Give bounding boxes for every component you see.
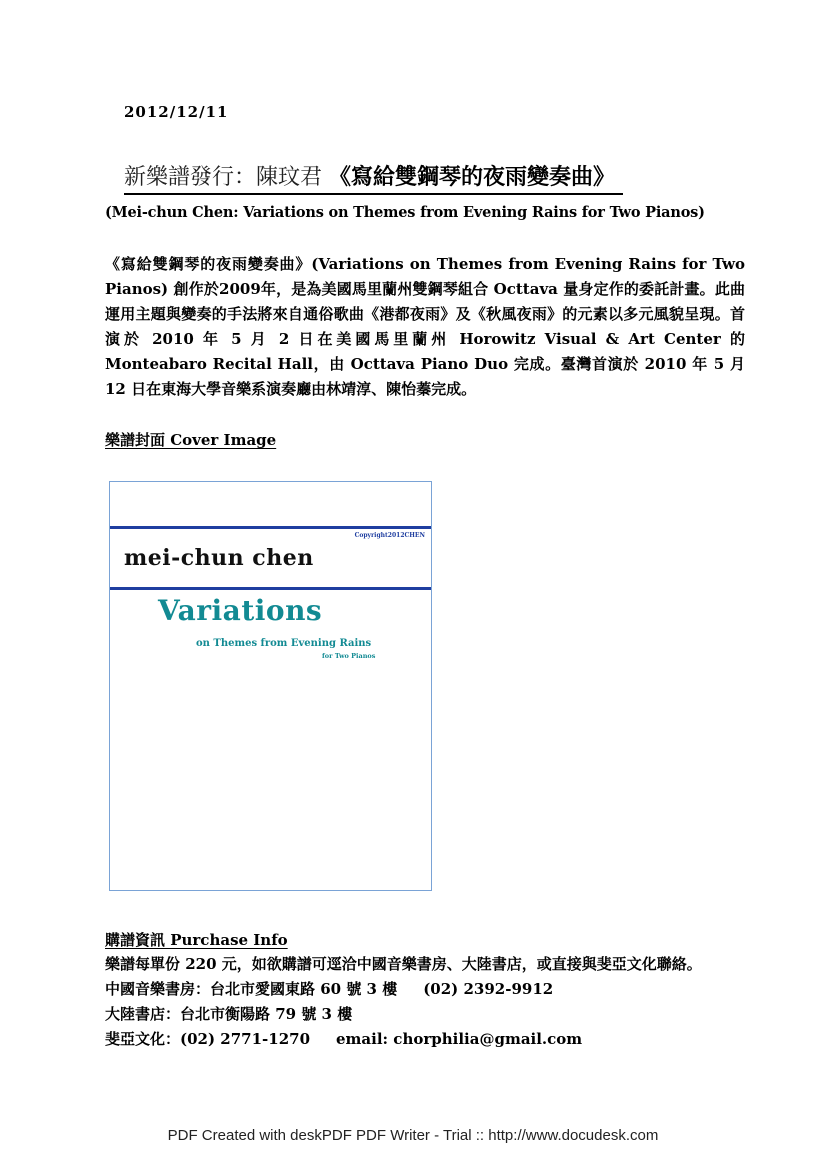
cover-bottom-bar (110, 587, 431, 590)
cover-work-subtitle-2: for Two Pianos (322, 652, 376, 660)
cover-work-title: Variations (158, 594, 323, 627)
cover-copyright: Copyright2012CHEN (354, 532, 425, 539)
purchase-price-line: 樂譜每單份 220 元，如欲購譜可逕洽中國音樂書房、大陸書店，或直接與斐亞文化聯絡。 (105, 955, 702, 973)
cover-section-title: 樂譜封面 Cover Image (105, 431, 277, 449)
music-store-line (105, 977, 765, 1002)
headline-title: 《寫給雙鋼琴的夜雨變奏曲》 (329, 165, 616, 190)
publisher-line (105, 1027, 765, 1052)
mainland-bookstore-line: 大陸書店：台北市衡陽路 79 號 3 樓 (105, 1005, 353, 1023)
headline-prefix: 新樂譜發行：陳玟君 (124, 165, 323, 190)
cover-work-subtitle: on Themes from Evening Rains (196, 638, 372, 649)
cover-image (109, 481, 432, 891)
publisher-email[interactable]: email: chorphilia@gmail.com (336, 1030, 583, 1048)
music-store-address: 中國音樂書房：台北市愛國東路 60 號 3 樓 (105, 980, 398, 998)
publisher-phone: 斐亞文化：(02) 2771-1270 (105, 1030, 311, 1048)
cover-top-bar (110, 526, 431, 529)
headline (124, 160, 623, 195)
purchase-section-title: 購譜資訊 Purchase Info (105, 931, 288, 949)
pdf-footer: PDF Created with deskPDF PDF Writer - Trial :: http://www.docudesk.com (167, 1127, 659, 1144)
purchase-info (105, 952, 765, 1052)
publish-date: 2012/12/11 (124, 103, 229, 121)
description-paragraph: 《寫給雙鋼琴的夜雨變奏曲》(Variations on Themes from Evening Rains for Two Pianos) 創作於2009年，是為美國馬里蘭州雙鋼琴組合 Octtava 量身定作的委託計畫。此曲運用主題與變奏的手法將來自通俗歌曲《港都夜雨》及《秋風夜雨》的元素以多元風貌呈現。首演於 2010 年 5 月 2 日在美國馬里蘭州 Horowitz Visual & Art Center 的 Monteabaro Recital Hall，由 Octtava Piano Duo 完成。臺灣首演於 2010 年 5 月 12 日在東海大學音樂系演奏廳由林靖淳、陳怡蓁完成。 (105, 255, 745, 398)
music-store-phone: (02) 2392-9912 (423, 980, 554, 998)
english-subtitle: (Mei-chun Chen: Variations on Themes from Evening Rains for Two Pianos) (105, 204, 705, 221)
cover-composer: mei-chun chen (124, 545, 314, 571)
